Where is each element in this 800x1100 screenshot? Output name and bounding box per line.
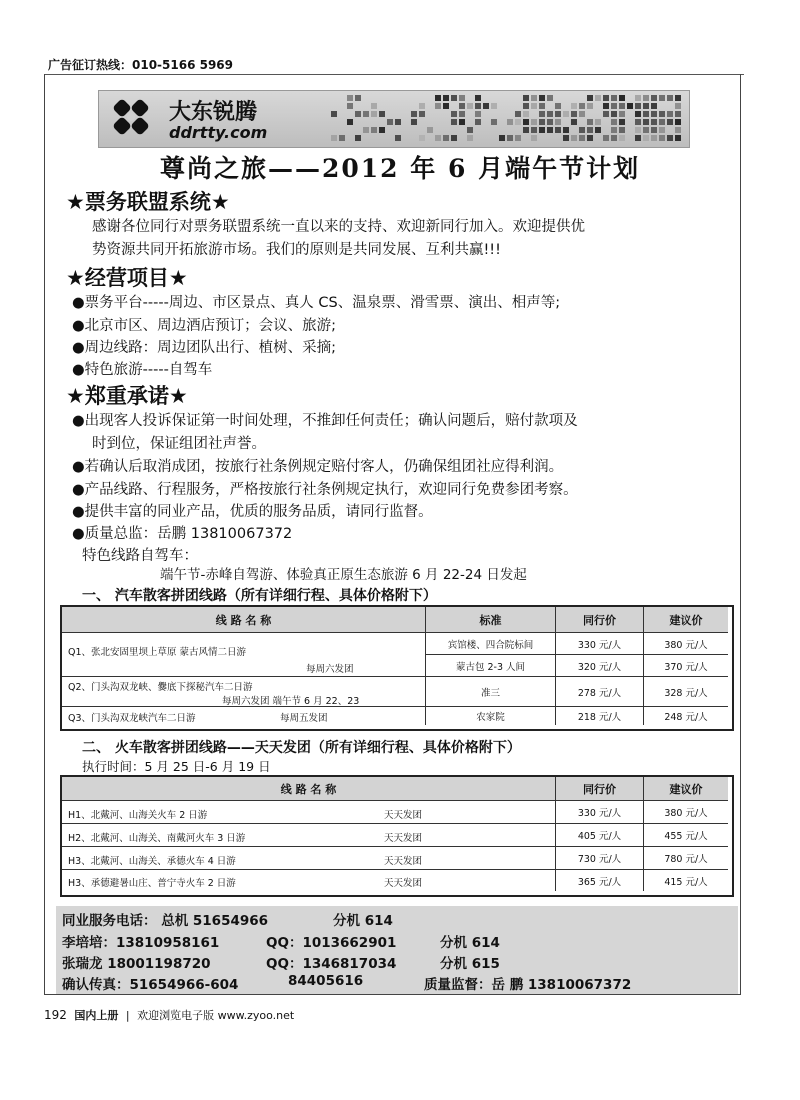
peer-price: 405 元/人: [556, 824, 644, 847]
route-schedule: 天天发团: [384, 856, 423, 867]
route-name: H2、北戴河、山海关、南戴河火车 3 日游: [68, 833, 246, 844]
route-name: H3、承德避暑山庄、普宁寺火车 2 日游: [68, 878, 236, 889]
table-header: 线 路 名 称: [62, 777, 556, 801]
standard-cell: 宾馆楼、四合院标间: [426, 633, 556, 655]
peer-price: 365 元/人: [556, 870, 644, 891]
banner: [98, 90, 690, 148]
route-schedule: 天天发团: [384, 878, 423, 889]
route-name: Q3、门头沟双龙峡汽车二日游: [68, 713, 196, 724]
table-header: 建议价: [644, 607, 728, 633]
peer-price: 320 元/人: [556, 655, 644, 677]
table-header: 建议价: [644, 777, 728, 801]
route-schedule: 每周五发团: [280, 713, 328, 724]
route-name: Q1、张北安固里坝上草原 蒙古风情二日游: [68, 647, 247, 658]
suggested-price: 380 元/人: [644, 801, 728, 824]
contact-ext: 分机 614: [440, 935, 500, 951]
quality-supervisor: 质量监督：岳 鹏 13810067372: [424, 977, 632, 993]
route-schedule: 每周六发团: [306, 664, 354, 675]
confirm-fax: 确认传真：51654966-604: [62, 977, 239, 993]
contact-name-phone: 李培培：13810958161: [62, 935, 220, 951]
route-name: Q2、门头沟双龙峡、爨底下探秘汽车二日游: [68, 682, 253, 693]
page-footer: [44, 1007, 294, 1023]
alliance-line-2: 势资源共同开拓旅游市场。我们的原则是共同发展、互利共赢!!!: [92, 242, 501, 258]
business-item: ●周边线路：周边团队出行、植树、采摘;: [72, 340, 337, 356]
pixel-pattern: [331, 95, 687, 143]
promise-title: ★郑重承诺★: [66, 384, 188, 408]
footer-separator: |: [125, 1009, 130, 1022]
logo-icon: [111, 97, 159, 141]
self-drive-route: 端午节-赤峰自驾游、体验真正原生态旅游 6 月 22-24 日发起: [160, 567, 527, 583]
bus-table-heading: 一、 汽车散客拼团线路（所有详细行程、具体价格附下）: [82, 588, 437, 604]
promise-item: ●提供丰富的同业产品，优质的服务品质，请同行监督。: [72, 504, 433, 520]
route-schedule: 每周六发团 端午节 6 月 22、23: [222, 696, 360, 707]
promise-item: ●产品线路、行程服务，严格按旅行社条例规定执行，欢迎同行免费参团考察。: [72, 482, 578, 498]
business-item: ●北京市区、周边酒店预订；会议、旅游;: [72, 318, 337, 334]
suggested-price: 780 元/人: [644, 847, 728, 870]
suggested-price: 415 元/人: [664, 876, 708, 888]
book-name: 国内上册: [74, 1009, 119, 1022]
alliance-title: ★票务联盟系统★: [66, 190, 230, 214]
peer-price: 218 元/人: [556, 707, 644, 725]
peer-price: 330 元/人: [556, 633, 644, 655]
route-schedule: 天天发团: [384, 810, 423, 821]
ad-hotline: 广告征订热线：010-5166 5969: [48, 58, 234, 72]
promise-item: ●若确认后取消成团，按旅行社条例规定赔付客人，仍确保组团社应得利润。: [72, 459, 564, 475]
train-route-table: [60, 775, 734, 897]
suggested-price: 380 元/人: [644, 633, 728, 655]
business-title: ★经营项目★: [66, 266, 188, 290]
table-header: 标准: [426, 607, 556, 633]
alliance-line-1: 感谢各位同行对票务联盟系统一直以来的支持、欢迎新同行加入。欢迎提供优: [92, 219, 585, 235]
page-title: 尊尚之旅——2012 年 6 月端午节计划: [160, 154, 641, 183]
train-table-heading: 二、 火车散客拼团线路——天天发团（所有详细行程、具体价格附下）: [82, 740, 521, 756]
standard-cell: 蒙古包 2-3 人间: [426, 655, 556, 677]
suggested-price: 328 元/人: [644, 677, 728, 707]
standard-cell: 农家院: [426, 707, 556, 725]
peer-price: 330 元/人: [556, 801, 644, 824]
service-phone: 同业服务电话： 总机 51654966: [62, 913, 269, 929]
execution-period: 执行时间：5 月 25 日-6 月 19 日: [82, 759, 271, 774]
contact-name-phone: 张瑞龙 18001198720: [62, 956, 211, 972]
promise-item: 时到位，保证组团社声誉。: [92, 436, 266, 452]
suggested-price: 455 元/人: [644, 824, 728, 847]
fax-2: 84405616: [288, 973, 364, 989]
table-header: 同行价: [556, 777, 644, 801]
self-drive-label: 特色线路自驾车：: [82, 548, 198, 564]
business-item: ●特色旅游-----自驾车: [72, 362, 213, 378]
peer-price: 730 元/人: [556, 847, 644, 870]
suggested-price: 370 元/人: [644, 655, 728, 677]
contact-ext: 分机 615: [440, 956, 500, 972]
quality-director: ●质量总监：岳鹏 13810067372: [72, 526, 293, 542]
standard-cell: 准三: [426, 677, 556, 707]
table-header: 线 路 名 称: [62, 607, 426, 633]
route-schedule: 天天发团: [384, 833, 423, 844]
contact-qq: QQ：1346817034: [266, 956, 397, 972]
page-number: 192: [44, 1008, 67, 1022]
logo-chinese: 大东锐腾: [169, 99, 258, 125]
peer-price: 278 元/人: [556, 677, 644, 707]
table-header: 同行价: [556, 607, 644, 633]
route-name: H3、北戴河、山海关、承德火车 4 日游: [68, 856, 236, 867]
contact-qq: QQ：1013662901: [266, 935, 397, 951]
promise-item: ●出现客人投诉保证第一时间处理，不推卸任何责任；确认问题后，赔付款项及: [72, 413, 578, 429]
service-ext: 分机 614: [333, 913, 393, 929]
bus-route-table: [60, 605, 734, 731]
business-item: ●票务平台-----周边、市区景点、真人 CS、温泉票、滑雪票、演出、相声等;: [72, 295, 561, 311]
route-name: H1、北戴河、山海关火车 2 日游: [68, 810, 208, 821]
suggested-price: 248 元/人: [664, 712, 708, 723]
footer-slogan: 欢迎浏览电子版 www.zyoo.net: [137, 1009, 295, 1022]
logo-domain: ddrtty.com: [169, 123, 268, 142]
service-contacts: [56, 906, 738, 994]
